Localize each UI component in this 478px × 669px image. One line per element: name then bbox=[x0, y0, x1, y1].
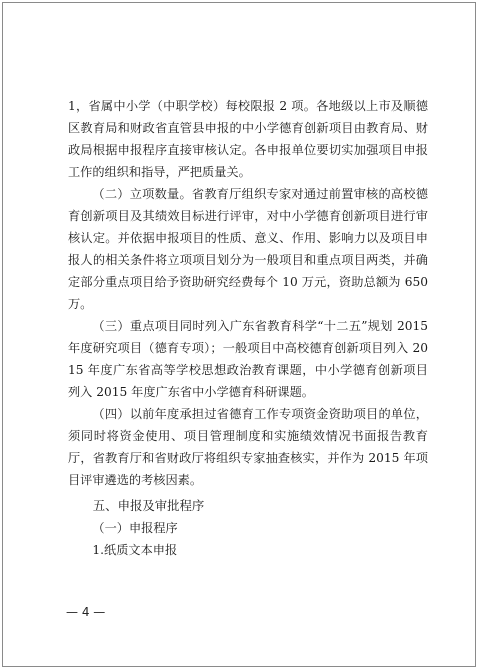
paragraph-key-projects: （三）重点项目同时列入广东省教育科学“十二五”规划 2015 年度研究项目（德育专项）；一般项目中高校德育创新项目列入 2015 年度广东省高等学校思想政治教育课题，中小学德育创新项目列入 2015 年度广东省中小学德育科研课题。 bbox=[68, 319, 428, 399]
document-body bbox=[68, 95, 428, 561]
paragraph-project-count: （二）立项数量。省教育厅组织专家对通过前置审核的高校德育创新项目及其绩效目标进行评审，对中小学德育创新项目进行审核认定。并依据申报项目的性质、意义、作用、影响力以及项目申报人的相关条件将立项项目划分为一般项目和重点项目两类，并确定部分重点项目给予资助研究经费每个 10 万元，资助总额为 650 万。 bbox=[68, 187, 428, 311]
list-item: 1.纸质文本申报 bbox=[92, 543, 178, 557]
page-number: — 4 — bbox=[66, 605, 106, 619]
section-heading: 五、申报及审批程序 bbox=[92, 498, 205, 513]
subsection-heading: （一）申报程序 bbox=[92, 521, 178, 535]
paragraph-quota: 1，省属中小学（中职学校）每校限报 2 项。各地级以上市及顺德区教育局和财政省直管县申报的中小学德育创新项目由教育局、财政局根据申报程序直接审核认定。各申报单位要切实加强项目申报工作的组织和指导，严把质量关。 bbox=[68, 99, 428, 179]
paragraph-previous-projects: （四）以前年度承担过省德育工作专项资金资助项目的单位，须同时将资金使用、项目管理制度和实施绩效情况书面报告教育厅，省教育厅和省财政厅将组织专家抽查核实，并作为 2015 年项目评审遴选的考核因素。 bbox=[68, 407, 428, 487]
